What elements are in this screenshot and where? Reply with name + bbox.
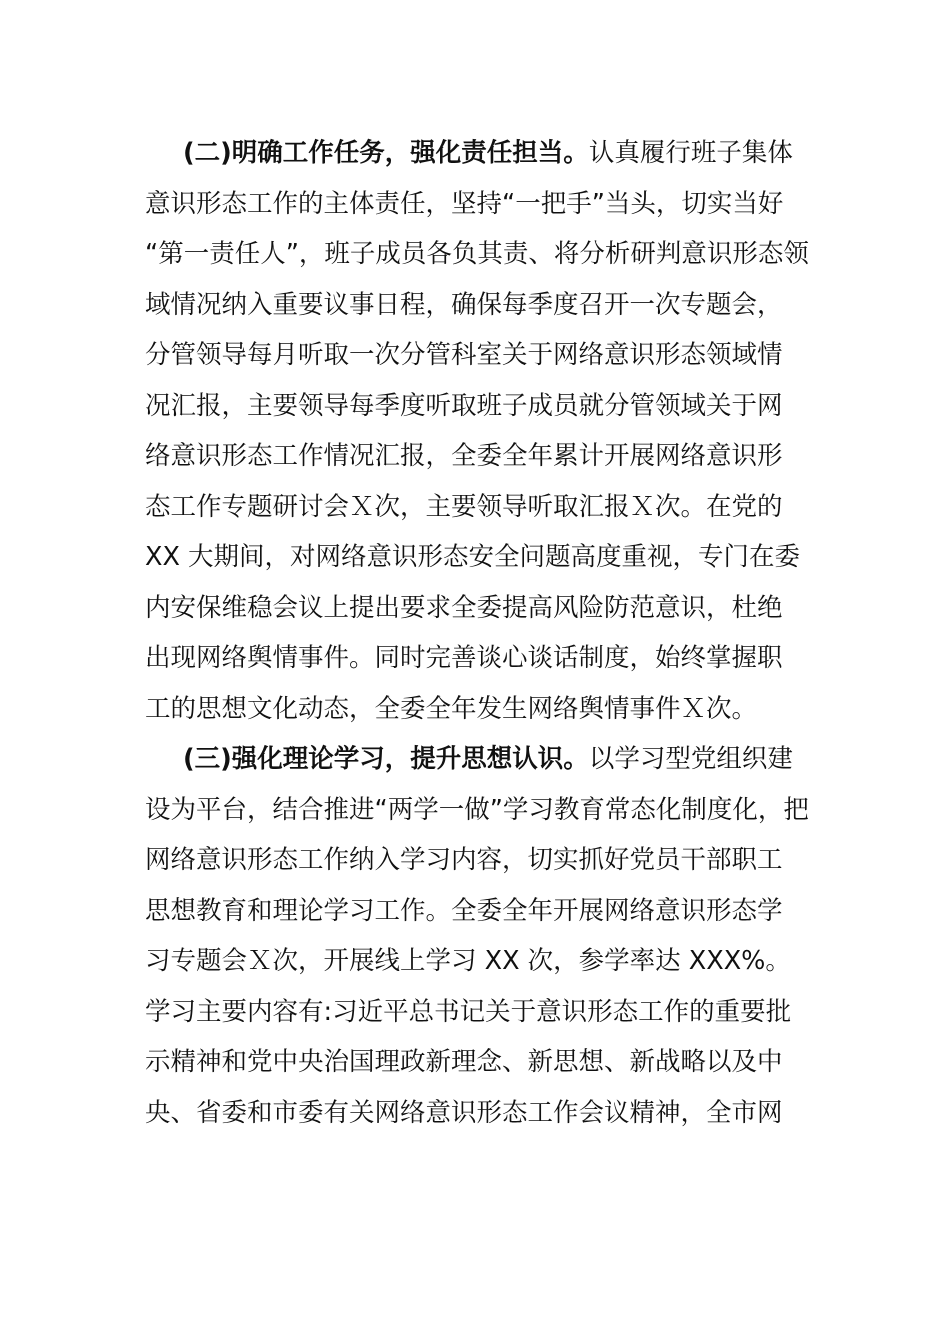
line-text: 示精神和党中央治国理政新理念、新思想、新战略以及中 [145,1047,783,1077]
line-text: 内安保维稳会议上提出要求全委提高风险防范意识，杜绝 [145,592,783,623]
line-text: XX 大期间，对网络意识形态安全问题高度重视，专门在委 [145,542,801,572]
line-text: 分管领导每月听取一次分管科室关于网络意识形态领域情 [145,340,783,370]
paragraph-2-first-line [145,128,810,179]
heading-3: (三)强化理论学习，提升思想认识。 [183,744,589,774]
line-text: 习专题会Ｘ次，开展线上学习 XX 次，参学率达 XXX%。 [145,946,791,976]
line-text: 网络意识形态工作纳入学习内容，切实抓好党员干部职工 [145,845,783,875]
line-text: 设为平台，结合推进“两学一做”学习教育常态化制度化，把 [145,794,809,825]
line-text: 出现网络舆情事件。同时完善谈心谈话制度，始终掌握职 [145,643,783,673]
line-text: 意识形态工作的主体责任，坚持“一把手”当头，切实当好 [145,188,784,219]
line-text: 况汇报，主要领导每季度听取班子成员就分管领域关于网 [145,390,783,421]
paragraph-3-first-line [145,734,810,785]
line-text: 认真履行班子集体 [588,138,793,168]
line-text: “第一责任人”，班子成员各负其责、将分析研判意识形态领 [145,239,809,269]
line-text: 以学习型党组织建 [588,744,793,774]
paragraph-2 [145,128,810,734]
line-text: 工的思想文化动态，全委全年发生网络舆情事件Ｘ次。 [145,693,758,724]
line-text: 态工作专题研讨会Ｘ次，主要领导听取汇报Ｘ次。在党的 [145,491,783,522]
paragraph-3 [145,734,810,1138]
heading-2: (二)明确工作任务，强化责任担当。 [183,138,589,168]
line-text: 学习主要内容有:习近平总书记关于意识形态工作的重要批 [145,996,792,1027]
line-text: 域情况纳入重要议事日程，确保每季度召开一次专题会， [145,289,783,320]
line-text: 央、省委和市委有关网络意识形态工作会议精神，全市网 [145,1097,783,1128]
line-text: 络意识形态工作情况汇报，全委全年累计开展网络意识形 [145,441,783,471]
line-text: 思想教育和理论学习工作。全委全年开展网络意识形态学 [145,895,783,926]
